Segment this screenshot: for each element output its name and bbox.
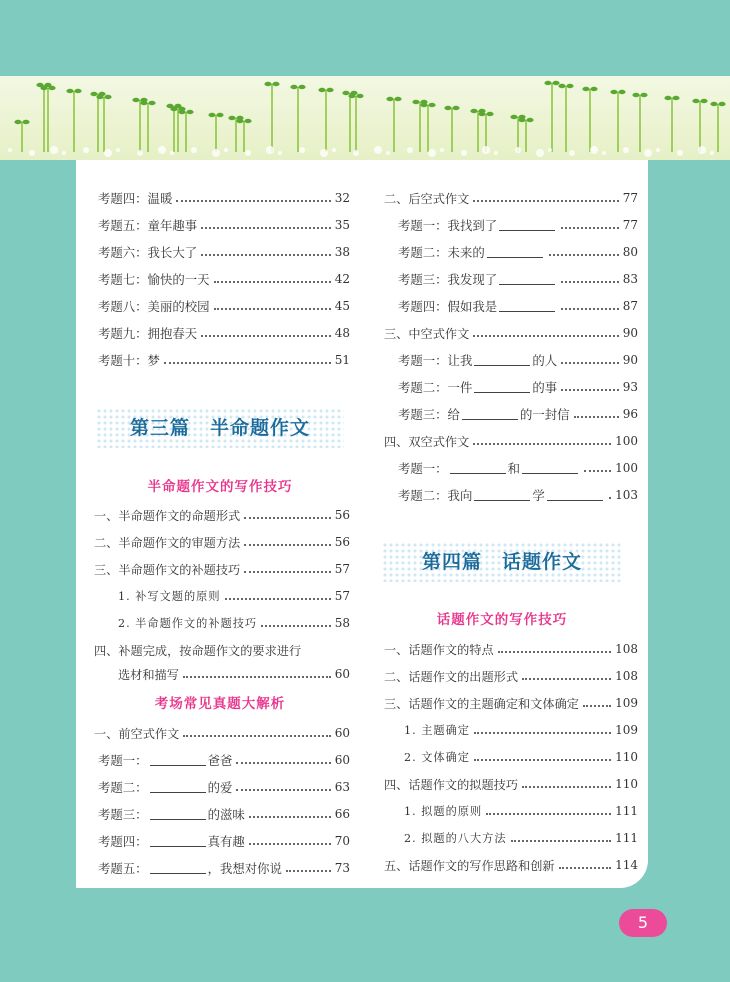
bubble-decoration (644, 149, 652, 157)
blank-line (499, 220, 555, 231)
sprout-icon (178, 110, 193, 152)
toc-entry[interactable]: 考题四：温暖 32 (98, 191, 350, 206)
sprout-icon (40, 86, 55, 152)
bubble-decoration (461, 150, 467, 156)
toc-entry[interactable]: 考题七：愉快的一天 42 (98, 272, 350, 287)
toc-entry[interactable]: 考题一：我找到了 77 (398, 218, 638, 233)
toc-entry[interactable]: 考题三：给 的一封信 96 (398, 407, 638, 422)
bubble-decoration (698, 146, 706, 154)
sprout-icon (692, 99, 707, 152)
bubble-decoration (710, 151, 714, 155)
section-heading: 话题作文的写作技巧 (436, 612, 568, 628)
toc-entry[interactable]: 考题三：我发现了 83 (398, 272, 638, 287)
toc-entry[interactable]: 三、半命题作文的补题技巧 57 (94, 562, 350, 577)
toc-entry[interactable]: 三、话题作文的主题确定和文体确定 109 (384, 696, 638, 711)
toc-entry[interactable]: 二、后空式作文 77 (384, 191, 638, 206)
bubble-decoration (191, 147, 197, 153)
toc-subentry[interactable]: 2. 拟题的八大方法 111 (404, 831, 638, 845)
bubble-decoration (266, 146, 274, 154)
toc-entry[interactable]: 四、双空式作文 100 (384, 434, 638, 449)
part-title: 第三篇 半命题作文 (96, 408, 344, 448)
sprout-icon (14, 120, 29, 152)
blank-line (150, 836, 206, 847)
sprout-icon (610, 90, 625, 152)
bubble-decoration (299, 147, 305, 153)
blank-line (150, 863, 206, 874)
sprout-icon (710, 102, 725, 152)
toc-entry-continued[interactable]: 选材和描写 60 (118, 667, 350, 682)
bubble-decoration (656, 148, 660, 152)
bubble-decoration (332, 148, 336, 152)
toc-entry[interactable]: 考题四： 真有趣 70 (98, 834, 350, 849)
sprouts-decoration (0, 76, 730, 160)
blank-line (522, 463, 578, 474)
bubble-decoration (407, 147, 413, 153)
toc-entry[interactable]: 考题九：拥抱春天 48 (98, 326, 350, 341)
blank-line (499, 301, 555, 312)
blank-line (499, 274, 555, 285)
bubble-decoration (50, 146, 58, 154)
header-banner (0, 76, 730, 160)
sprout-icon (558, 84, 573, 152)
sprout-icon (544, 81, 559, 152)
bubble-decoration (515, 147, 521, 153)
sprout-icon (518, 118, 533, 152)
toc-entry[interactable]: 一、半命题作文的命题形式 56 (94, 508, 350, 523)
toc-entry[interactable]: 四、补题完成，按命题作文的要求进行 (94, 643, 302, 658)
toc-entry[interactable]: 一、话题作文的特点 108 (384, 642, 638, 657)
blank-line (150, 755, 206, 766)
section-heading: 半命题作文的写作技巧 (147, 479, 293, 495)
sprout-icon (444, 106, 459, 152)
bubble-decoration (116, 148, 120, 152)
bubble-decoration (677, 150, 683, 156)
toc-entry[interactable]: 考题四：假如我是 87 (398, 299, 638, 314)
blank-line (450, 463, 506, 474)
toc-entry[interactable]: 考题一：让我 的人 90 (398, 353, 638, 368)
toc-entry[interactable]: 考题二： 的爱 63 (98, 780, 350, 795)
toc-subentry[interactable]: 2. 文体确定 110 (404, 750, 638, 764)
section-heading: 考场常见真题大解析 (154, 696, 286, 712)
bubble-decoration (602, 151, 606, 155)
bubble-decoration (170, 151, 174, 155)
sprout-icon (36, 83, 51, 152)
bubble-decoration (386, 151, 390, 155)
toc-entry[interactable]: 三、中空式作文 90 (384, 326, 638, 341)
sprout-icon (208, 113, 223, 152)
bubble-decoration (590, 146, 598, 154)
toc-entry[interactable]: 二、话题作文的出题形式 108 (384, 669, 638, 684)
blank-line (474, 355, 530, 366)
sprout-icon (132, 98, 147, 152)
sprout-icon (582, 87, 597, 152)
toc-entry[interactable]: 考题八：美丽的校园 45 (98, 299, 350, 314)
bubble-decoration (440, 148, 444, 152)
toc-entry[interactable]: 考题二：未来的 80 (398, 245, 638, 260)
bubble-decoration (548, 148, 552, 152)
toc-entry[interactable]: 四、话题作文的拟题技巧 110 (384, 777, 638, 792)
toc-entry[interactable]: 考题五： ，我想对你说 73 (98, 861, 350, 876)
toc-entry[interactable]: 考题二：一件 的事 93 (398, 380, 638, 395)
bubble-decoration (278, 151, 282, 155)
toc-entry[interactable]: 考题五：童年趣事 35 (98, 218, 350, 233)
sprout-icon (290, 85, 305, 152)
bubble-decoration (482, 146, 490, 154)
toc-subentry[interactable]: 2. 半命题作文的补题技巧 58 (118, 616, 350, 630)
bubble-decoration (212, 149, 220, 157)
bubble-decoration (158, 146, 166, 154)
bubble-decoration (353, 150, 359, 156)
bubble-decoration (569, 150, 575, 156)
blank-line (150, 809, 206, 820)
bubble-decoration (536, 149, 544, 157)
bubble-decoration (8, 148, 12, 152)
bubble-decoration (245, 150, 251, 156)
part-title: 第四篇 话题作文 (382, 542, 622, 582)
toc-entry[interactable]: 考题十：梦 51 (98, 353, 350, 368)
blank-line (474, 490, 530, 501)
sprout-icon (236, 119, 251, 152)
bubble-decoration (623, 147, 629, 153)
sprout-icon (386, 97, 401, 152)
blank-line (487, 247, 543, 258)
bubble-decoration (428, 149, 436, 157)
sprout-icon (420, 103, 435, 152)
sprout-icon (664, 96, 679, 152)
toc-entry[interactable]: 考题三： 的滋味 66 (98, 807, 350, 822)
blank-line (474, 382, 530, 393)
toc-entry[interactable]: 考题一： 和 100 (398, 461, 638, 476)
bubble-decoration (374, 146, 382, 154)
bubble-decoration (224, 148, 228, 152)
sprout-icon (412, 100, 427, 152)
bubble-decoration (104, 149, 112, 157)
sprout-icon (478, 112, 493, 152)
toc-entry[interactable]: 五、话题作文的写作思路和创新 114 (384, 858, 638, 873)
bubble-decoration (137, 150, 143, 156)
toc-subentry[interactable]: 1. 主题确定 109 (404, 723, 638, 737)
bubble-decoration (494, 151, 498, 155)
bubble-decoration (320, 149, 328, 157)
toc-entry[interactable]: 考题六：我长大了 38 (98, 245, 350, 260)
toc-entry[interactable]: 一、前空式作文 60 (94, 726, 350, 741)
sprout-icon (140, 101, 155, 152)
bubble-decoration (83, 147, 89, 153)
toc-subentry[interactable]: 1. 补写文题的原则 57 (118, 589, 350, 603)
toc-entry[interactable]: 二、半命题作文的审题方法 56 (94, 535, 350, 550)
toc-page (76, 160, 648, 888)
bubble-decoration (62, 151, 66, 155)
blank-line (547, 490, 603, 501)
bubble-decoration (29, 150, 35, 156)
sprout-icon (318, 88, 333, 152)
sprout-icon (264, 82, 279, 152)
blank-line (462, 409, 518, 420)
sprout-icon (632, 93, 647, 152)
sprout-icon (66, 89, 81, 152)
page-number-badge: 5 (619, 909, 667, 937)
toc-entry[interactable]: 考题一： 爸爸 60 (98, 753, 350, 768)
toc-entry[interactable]: 考题二：我向 学 103 (398, 488, 638, 503)
toc-subentry[interactable]: 1. 拟题的原则 111 (404, 804, 638, 818)
blank-line (150, 782, 206, 793)
